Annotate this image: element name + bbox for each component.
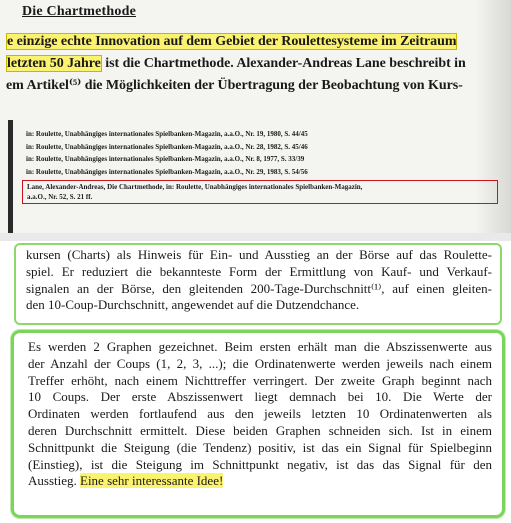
paragraph-line: der Anzahl der Coups (1, 2, 3, ...); die Ordinatenwerte werden jeweils nach einem bbox=[28, 355, 492, 371]
section-heading: Die Chartmethode bbox=[22, 4, 137, 19]
text-line-2 bbox=[6, 56, 466, 72]
paragraph-line: (Einstieg), ist die Steigung im Schnittpunkt negativ, ist das das Signal für den bbox=[28, 456, 492, 472]
paragraph-line: Schnittpunkt die Steigung (die Tendenz) positiv, ist das ein Signal für Spielbeginn bbox=[28, 439, 492, 455]
paragraph-line: signalen an der Börse, den gleitenden 200-Tage-Durchschnitt⁽¹⁾, auf einen gleiten- bbox=[26, 280, 492, 296]
footnote: in: Roulette, Unabhängiges internationales Spielbanken-Magazin, a.a.O., Nr. 28, 1982, S. 45/46 bbox=[26, 142, 308, 151]
separator-band bbox=[0, 233, 511, 241]
footnote: in: Roulette, Unabhängiges internationales Spielbanken-Magazin, a.a.O., Nr. 29, 1983, S. 54/56 bbox=[26, 167, 308, 176]
text-line-1 bbox=[6, 34, 457, 50]
paragraph-line-last bbox=[28, 473, 492, 490]
plain-text: Ausstieg. bbox=[28, 473, 80, 489]
text-line-rest: em Artikel⁽⁵⁾ die Möglichkeiten der Übertragung der Beobachtung von Kurs- bbox=[6, 78, 463, 93]
text-box-continuation bbox=[14, 243, 502, 325]
footnote: in: Roulette, Unabhängiges internationales Spielbanken-Magazin, a.a.O., Nr. 19, 1980, S. 44/45 bbox=[26, 130, 308, 138]
text-line-rest: ist die Chartmethode. Alexander-Andreas Lane beschreibt in bbox=[101, 56, 466, 71]
footnote: in: Roulette, Unabhängiges internationales Spielbanken-Magazin, a.a.O., Nr. 8, 1977, S. 33/39 bbox=[26, 155, 305, 163]
paragraph-line: kursen (Charts) als Hinweis für Ein- und Ausstieg an der Börse auf das Roulette- bbox=[26, 247, 492, 262]
footnote-line: Lane, Alexander-Andreas, Die Chartmethode, in: Roulette, Unabhängiges internationales Spielbanken-Magazin, bbox=[27, 183, 363, 191]
paragraph-line: Ordinaten werden fortlaufend aus den jeweils letzten 10 Ordinatenwerten als bbox=[28, 406, 492, 422]
footnote-line: a.a.O., Nr. 52, S. 21 ff. bbox=[27, 193, 93, 201]
paragraph-line: deren Durchschnitt ermittelt. Diese beiden Graphen schneiden sich. Ist in einem bbox=[28, 422, 492, 438]
highlight-marker: letzten 50 Jahre bbox=[7, 56, 101, 71]
paragraph-line: 10 Coups. Der erste Abszissenwert liegt demnach bei 10. Die Werte der bbox=[28, 389, 492, 405]
text-box-explanation bbox=[11, 330, 505, 518]
paragraph-line: spiel. Er reduziert die bekannteste Form der Ermittlung von Kauf- und Verkauf- bbox=[26, 263, 492, 279]
highlighted-footnote-box bbox=[22, 180, 498, 204]
footnote-list bbox=[26, 128, 308, 178]
paragraph-line: den 10-Coup-Durchschnitt, angewendet auf die Dutzendchance. bbox=[26, 297, 360, 313]
page-spine-shadow bbox=[8, 120, 13, 233]
text-line-3 bbox=[6, 77, 463, 94]
paragraph-line: Es werden 2 Graphen gezeichnet. Beim ersten erhält man die Abszissenwerte aus bbox=[28, 339, 492, 354]
highlight-marker: Eine sehr interessante Idee! bbox=[80, 473, 224, 489]
highlight-marker: e einzige echte Innovation auf dem Gebiet der Roulettesysteme im Zeitraum bbox=[7, 34, 457, 49]
scanned-page-top bbox=[0, 0, 511, 233]
paragraph-line: Treffer erhöht, nach einem Nichttreffer verringert. Der zweite Graph beginnt nach bbox=[28, 372, 492, 388]
